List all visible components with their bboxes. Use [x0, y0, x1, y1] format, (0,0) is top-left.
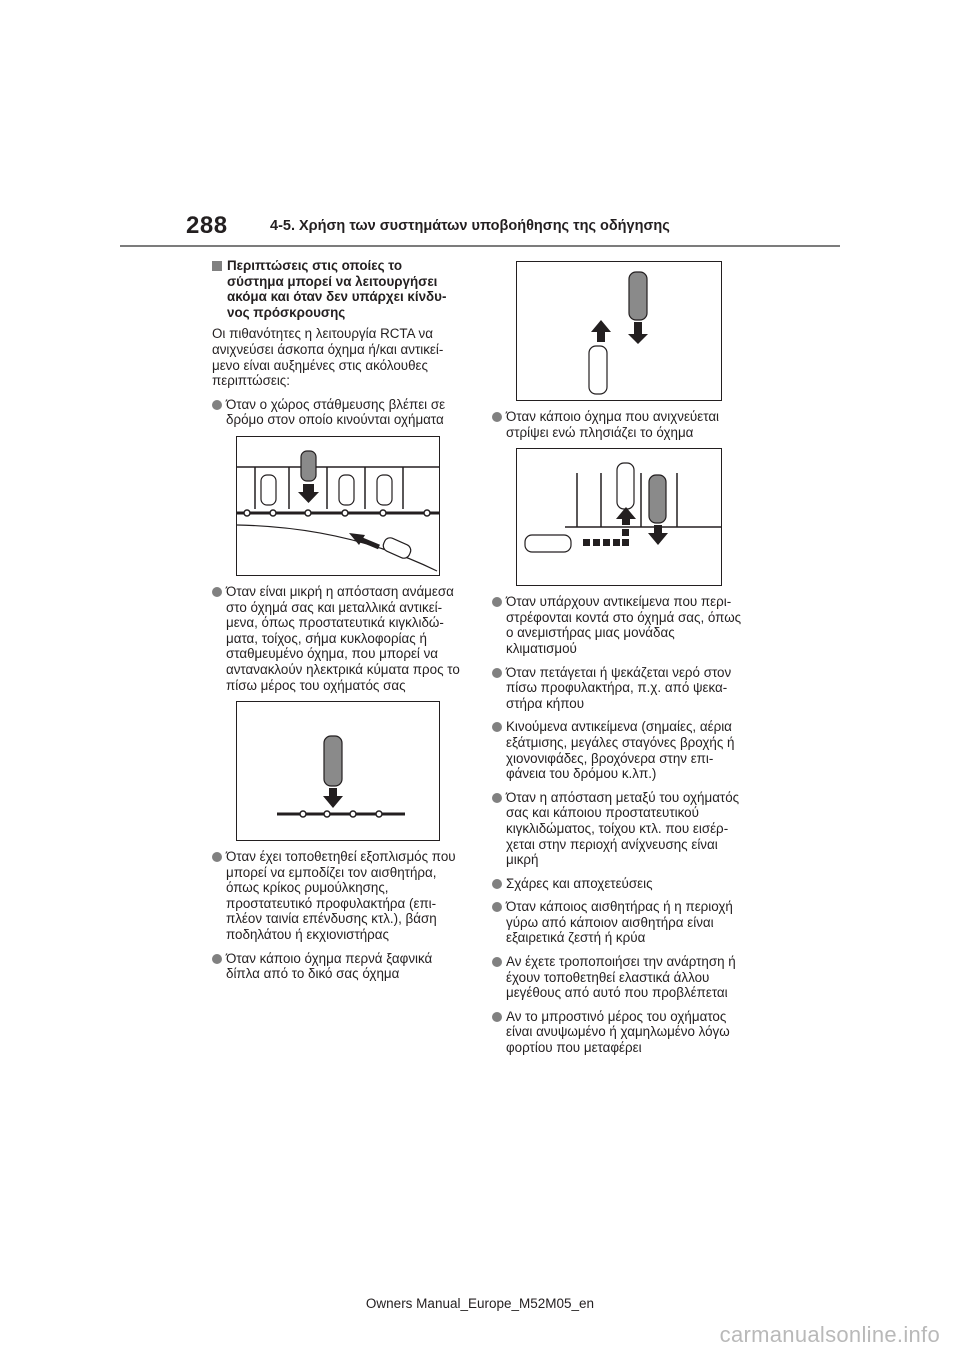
parking-lot-illustration — [236, 436, 440, 576]
list-item-text: Όταν η απόσταση μεταξύ του οχήματός σας και κάποιου προστατευτικού κιγκλιδώματος, τοίχου κτλ. που εισέρχεται στην περιοχή ανίχνευσης είναι μικρή — [506, 789, 740, 868]
watermark[interactable]: carmanualsonline.info — [719, 1322, 940, 1347]
list-item-text: Όταν κάποιος αισθητήρας ή η περιοχή γύρω από κάποιον αισθητήρα είναι εξαιρετικά ζεστή ή κρύα — [506, 899, 733, 946]
section-title: 4-5. Χρήση των συστημάτων υποβοήθησης της οδήγησης — [270, 218, 670, 234]
list-item — [492, 899, 742, 946]
bullet-icon — [212, 852, 222, 862]
intro-paragraph: Οι πιθανότητες η λειτουργία RCTA να ανιχνεύσει άσκοπα όχημα ή/και αντικείμενο είναι αυξημένες στις ακόλουθες περιπτώσεις: — [212, 326, 444, 389]
list-item-text: Σχάρες και αποχετεύσεις — [506, 875, 653, 891]
square-bullet-icon — [212, 261, 222, 271]
right-column — [492, 258, 742, 1064]
list-item — [492, 594, 742, 656]
bullet-icon — [492, 957, 502, 967]
bullet-icon — [492, 879, 502, 889]
list-item-text: Αν το μπροστινό μέρος του οχήματος είναι ανυψωμένο ή χαμηλωμένο λόγω φορτίου που μεταφέρει — [506, 1008, 730, 1056]
list-item-text: Κινούμενα αντικείμενα (σημαίες, αέρια εξάτμισης, μεγάλες σταγόνες βροχής ή χιονονιφάδες, βροχόνερα στην επιφάνεια του δρόμου κ.λπ.) — [506, 719, 735, 782]
footer-text: Owners Manual_Europe_M52M05_en — [365, 1296, 595, 1311]
list-item — [492, 665, 742, 712]
list-item — [212, 951, 462, 982]
bullet-icon — [492, 668, 502, 678]
header-divider — [120, 245, 840, 247]
list-item — [492, 409, 742, 440]
bullet-icon — [492, 793, 502, 803]
list-item — [492, 876, 742, 892]
list-item-text: Όταν κάποιο όχημα που ανιχνεύεται στρίψει ενώ πλησιάζει το όχημα — [506, 409, 720, 440]
list-item — [212, 584, 462, 693]
bullet-icon — [212, 400, 222, 410]
bullet-icon — [492, 412, 502, 422]
list-item — [492, 790, 742, 868]
bullet-icon — [492, 722, 502, 732]
list-item-text: Αν έχετε τροποποιήσει την ανάρτηση ή έχουν τοποθετηθεί ελαστικά άλλου μεγέθους από αυτό που προβλέπεται — [506, 954, 736, 1001]
bullet-icon — [492, 597, 502, 607]
list-item — [212, 849, 462, 943]
list-item-text: Όταν πετάγεται ή ψεκάζεται νερό στον πίσω προφυλακτήρα, π.χ. από ψεκαστήρα κήπου — [506, 664, 732, 711]
turning-vehicle-illustration — [516, 448, 722, 586]
bullet-icon — [492, 902, 502, 912]
passing-vehicle-illustration — [516, 261, 722, 401]
list-item-text: Όταν υπάρχουν αντικείμενα που περιστρέφονται κοντά στο όχημά σας, όπως ο ανεμιστήρας μιας μονάδας κλιματισμού — [506, 594, 742, 656]
page-number: 288 — [186, 212, 228, 239]
list-item — [492, 954, 742, 1001]
guardrail-illustration — [236, 701, 440, 841]
list-item — [212, 397, 462, 428]
bullet-icon — [212, 954, 222, 964]
bullet-icon — [212, 587, 222, 597]
list-item-text: Όταν είναι μικρή η απόσταση ανάμεσα στο όχημά σας και μεταλλικά αντικείμενα, όπως προστατευτικά κιγκλιδώματα, τοίχος, σήμα κυκλοφορίας ή σταθμευμένο όχημα, που μπορεί να αντανακλούν ηλεκτρικά κύματα προς το πίσω μέρος του οχήματός σας — [226, 583, 460, 693]
list-item-text: Όταν κάποιο όχημα περνά ξαφνικά δίπλα από το δικό σας όχημα — [226, 950, 433, 982]
section-heading — [212, 258, 462, 320]
section-heading-text: Περιπτώσεις στις οποίες το σύστημα μπορεί να λειτουργήσει ακόμα και όταν δεν υπάρχει κίνδυνος πρόσκρουσης — [227, 258, 447, 320]
list-item-text: Όταν ο χώρος στάθμευσης βλέπει σε δρόμο στον οποίο κινούνται οχήματα — [226, 396, 446, 428]
bullet-icon — [492, 1012, 502, 1022]
list-item-text: Όταν έχει τοποθετηθεί εξοπλισμός που μπορεί να εμποδίζει τον αισθητήρα, όπως κρίκος ρυμούλκησης, προστατευτικό προφυλακτήρα (επιπλέον ταινία επένδυσης κτλ.), βάση ποδηλάτου ή εκχιονιστήρας — [226, 849, 456, 943]
list-item — [492, 1009, 742, 1056]
left-column — [212, 258, 462, 990]
list-item — [492, 719, 742, 781]
